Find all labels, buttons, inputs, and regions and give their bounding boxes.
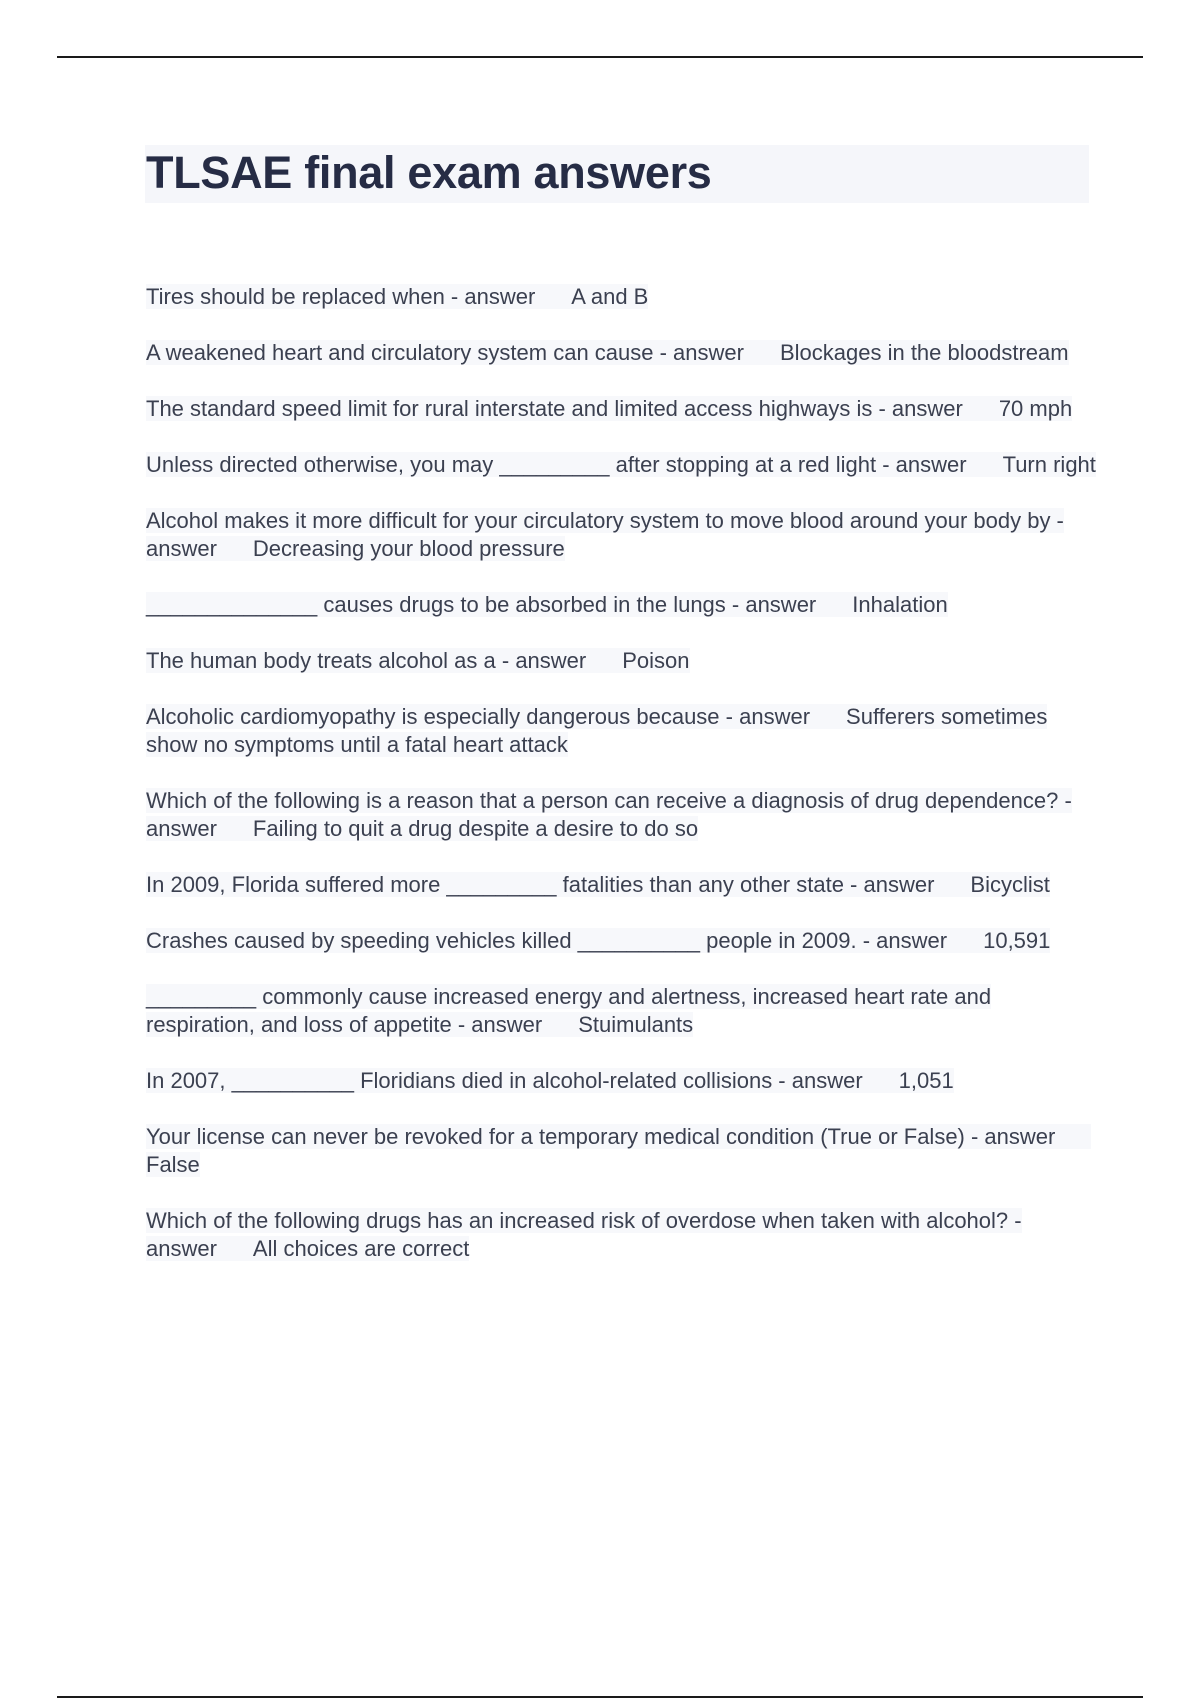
qa-item: [146, 1123, 1096, 1179]
question-text: Which of the following is a reason that a person can receive a diagnosis of drug dependence? - answer: [146, 788, 1072, 841]
answer-text: Stuimulants: [578, 1012, 694, 1037]
question-text: Your license can never be revoked for a temporary medical condition (True or False) - answer: [146, 1124, 1056, 1149]
answer-text: Decreasing your blood pressure: [252, 536, 565, 561]
qa-item: [146, 395, 1096, 423]
answer-text: Poison: [622, 648, 690, 673]
question-text: Tires should be replaced when - answer: [146, 284, 536, 309]
question-text: In 2009, Florida suffered more _________ fatalities than any other state - answer: [146, 872, 935, 897]
answer-text: 70 mph: [998, 396, 1073, 421]
qa-item: [146, 591, 1096, 619]
answer-text: False: [146, 1152, 200, 1177]
qa-item: [146, 1207, 1096, 1263]
answer-text: Bicyclist: [970, 872, 1050, 897]
footer-rule: [57, 1696, 1143, 1698]
qa-item: [146, 927, 1096, 955]
header-rule: [57, 56, 1143, 58]
question-text: _________ commonly cause increased energy and alertness, increased heart rate and respiration, and loss of appetite - answer: [146, 984, 992, 1037]
question-text: Alcoholic cardiomyopathy is especially dangerous because - answer: [146, 704, 811, 729]
answer-text: Failing to quit a drug despite a desire to do so: [252, 816, 699, 841]
question-text: Which of the following drugs has an increased risk of overdose when taken with alcohol? - answer: [146, 1208, 1022, 1261]
answer-text: Turn right: [1002, 452, 1096, 477]
qa-item: [146, 339, 1096, 367]
answer-text: Sufferers sometimes show no symptoms until a fatal heart attack: [146, 704, 1048, 757]
qa-item: [146, 647, 1096, 675]
qa-item: [146, 983, 1096, 1039]
answer-text: 1,051: [898, 1068, 954, 1093]
qa-item: [146, 507, 1096, 563]
question-text: Alcohol makes it more difficult for your circulatory system to move blood around your body by - answer: [146, 508, 1064, 561]
qa-list: [146, 283, 1096, 1291]
question-text: A weakened heart and circulatory system can cause - answer: [146, 340, 744, 365]
qa-item: [146, 451, 1096, 479]
question-text: The standard speed limit for rural interstate and limited access highways is - answer: [146, 396, 963, 421]
question-text: In 2007, __________ Floridians died in alcohol-related collisions - answer: [146, 1068, 863, 1093]
page-title: TLSAE final exam answers: [146, 147, 712, 198]
question-text: Unless directed otherwise, you may _________ after stopping at a red light - answer: [146, 452, 967, 477]
answer-text: 10,591: [983, 928, 1051, 953]
qa-item: [146, 703, 1096, 759]
answer-text: A and B: [571, 284, 649, 309]
question-text: The human body treats alcohol as a - answer: [146, 648, 587, 673]
qa-item: [146, 283, 1096, 311]
qa-item: [146, 787, 1096, 843]
question-text: ______________ causes drugs to be absorbed in the lungs - answer: [146, 592, 817, 617]
answer-text: Inhalation: [852, 592, 948, 617]
qa-item: [146, 871, 1096, 899]
question-text: Crashes caused by speeding vehicles killed __________ people in 2009. - answer: [146, 928, 948, 953]
qa-item: [146, 1067, 1096, 1095]
answer-text: All choices are correct: [252, 1236, 470, 1261]
answer-text: Blockages in the bloodstream: [779, 340, 1069, 365]
